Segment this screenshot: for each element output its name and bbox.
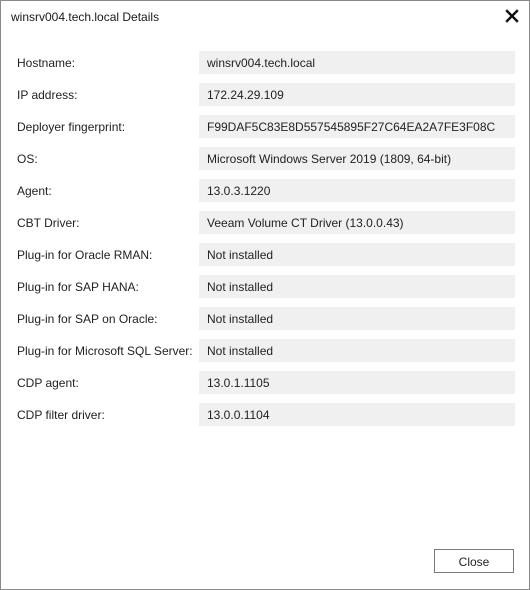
- detail-row-ip-address: [1, 79, 529, 111]
- detail-label: Plug-in for SAP HANA:: [17, 280, 139, 294]
- detail-row-hostname: [1, 47, 529, 79]
- dialog-title: winsrv004.tech.local Details: [11, 10, 160, 24]
- detail-row-cbt-driver: [1, 207, 529, 239]
- detail-row-deployer-fingerprint: [1, 111, 529, 143]
- detail-value: Not installed: [199, 339, 515, 362]
- detail-row-agent: [1, 175, 529, 207]
- detail-value: 13.0.1.1105: [199, 371, 515, 394]
- detail-value: Microsoft Windows Server 2019 (1809, 64-bit): [199, 147, 515, 170]
- detail-row-cdp-filter-driver: [1, 399, 529, 431]
- detail-row-sap-on-oracle-plugin: [1, 303, 529, 335]
- details-list: [1, 47, 529, 431]
- detail-row-cdp-agent: [1, 367, 529, 399]
- detail-row-oracle-rman-plugin: [1, 239, 529, 271]
- detail-label: Hostname:: [17, 56, 76, 70]
- detail-value: Not installed: [199, 275, 515, 298]
- detail-value: Not installed: [199, 243, 515, 266]
- detail-value: 13.0.3.1220: [199, 179, 515, 202]
- detail-label: CDP agent:: [17, 376, 79, 390]
- detail-label: Plug-in for SAP on Oracle:: [17, 312, 158, 326]
- detail-label: IP address:: [17, 88, 78, 102]
- detail-value: winsrv004.tech.local: [199, 51, 515, 74]
- detail-value: Veeam Volume CT Driver (13.0.0.43): [199, 211, 515, 234]
- detail-label: Plug-in for Microsoft SQL Server:: [17, 344, 193, 358]
- detail-label: Deployer fingerprint:: [17, 120, 126, 134]
- detail-value: F99DAF5C83E8D557545895F27C64EA2A7FE3F08C: [199, 115, 515, 138]
- detail-value: Not installed: [199, 307, 515, 330]
- close-icon[interactable]: [503, 7, 521, 25]
- detail-label: Plug-in for Oracle RMAN:: [17, 248, 153, 262]
- detail-value: 13.0.0.1104: [199, 403, 515, 426]
- detail-row-sap-hana-plugin: [1, 271, 529, 303]
- detail-label: CBT Driver:: [17, 216, 80, 230]
- detail-row-sql-server-plugin: [1, 335, 529, 367]
- detail-label: CDP filter driver:: [17, 408, 105, 422]
- title-bar: [1, 1, 529, 33]
- detail-value: 172.24.29.109: [199, 83, 515, 106]
- detail-label: Agent:: [17, 184, 52, 198]
- close-button[interactable]: Close: [434, 549, 514, 573]
- detail-row-os: [1, 143, 529, 175]
- detail-label: OS:: [17, 152, 38, 166]
